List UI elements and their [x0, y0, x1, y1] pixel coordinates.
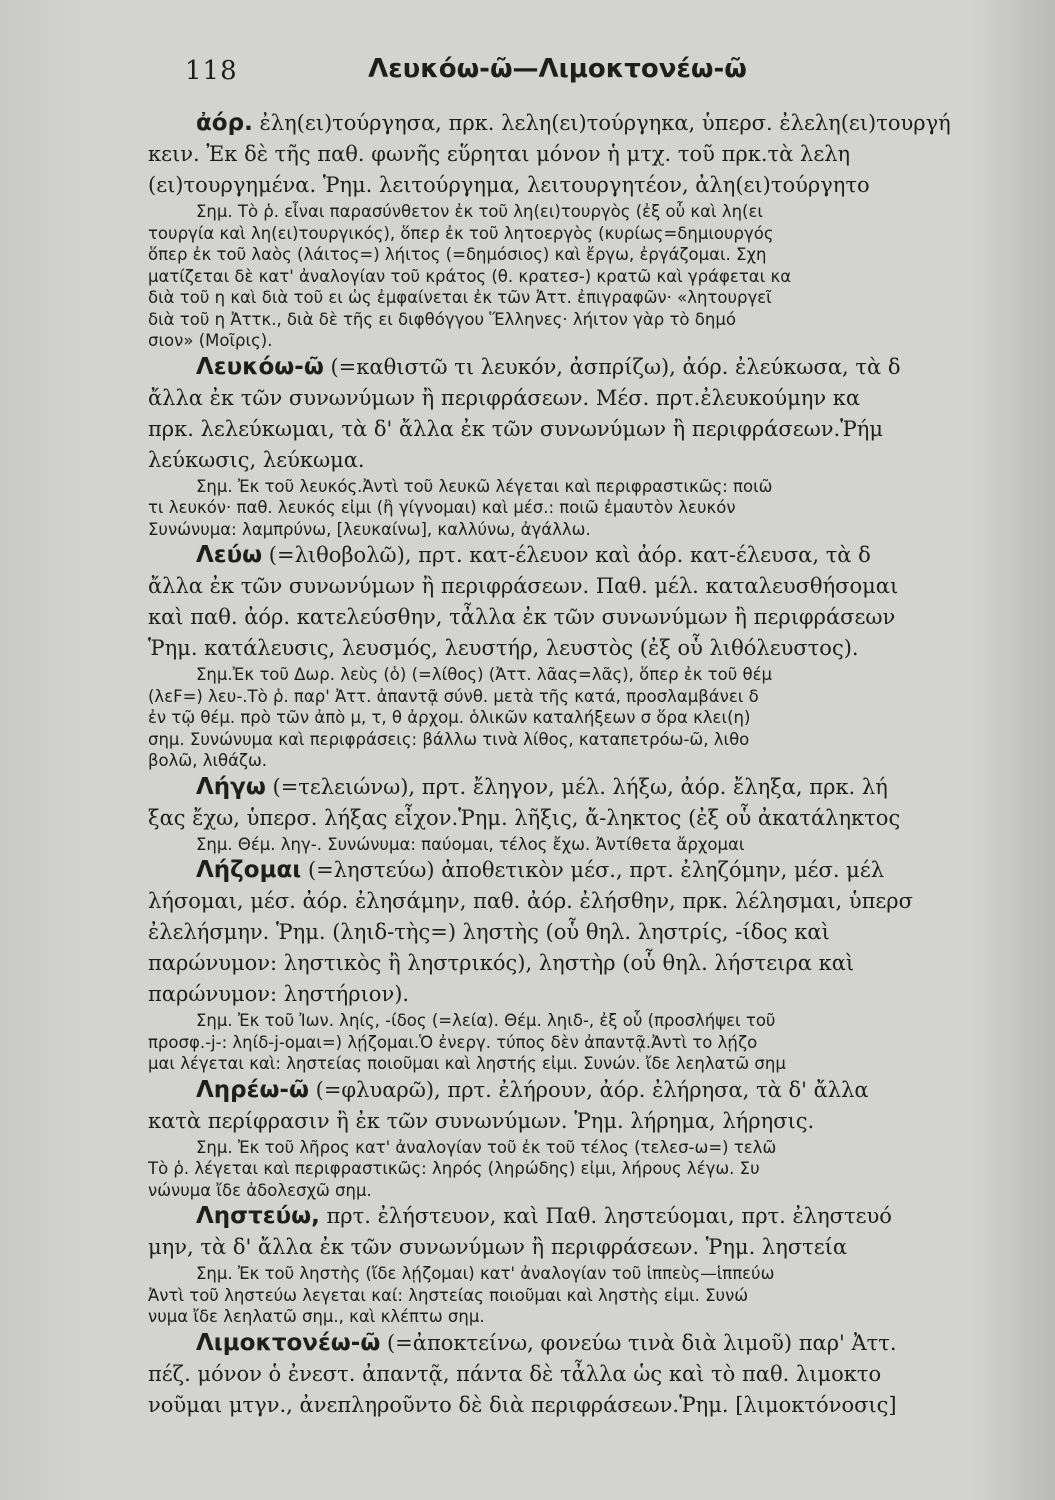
entry-line: νοῦμαι μτγν., ἀνεπληροῦντο δὲ διὰ περιφράσεων.Ῥημ. [λιμοκτόνοσις] — [148, 1392, 897, 1417]
headword: ἀόρ. — [196, 110, 253, 136]
note-line: ἐν τῷ θέμ. πρὸ τῶν ἀπὸ μ, τ, θ ἀρχομ. ὁλικῶν καταλήξεων σ ὅρα κλει(η) — [148, 708, 751, 727]
headword: Ληστεύω, — [196, 1203, 320, 1229]
note-line: σημ. Συνώνυμα καὶ περιφράσεις: βάλλω τινὰ λίθος, καταπετρόω-ῶ, λιθο — [148, 729, 750, 749]
note-block — [148, 1010, 1055, 1075]
entry-block — [148, 1328, 1055, 1421]
entry-line: ἄλλα ἐκ τῶν συνωνύμων ἢ περιφράσεων. Μέσ. πρτ.ἐλευκούμην κα — [148, 385, 861, 410]
note-block — [148, 1263, 1055, 1328]
note-line: Ἀντὶ τοῦ ληστεύω λεγεται καί: ληστείας ποιοῦμαι καὶ ληστὴς εἰμι. Συνώ — [148, 1285, 749, 1305]
headword: Λευκόω-ῶ — [196, 353, 324, 380]
entry-line: Ληρέω-ῶ (=φλυαρῶ), πρτ. ἐλήρουν, ἀόρ. ἐλήρησα, τὰ δ' ἄλλα — [196, 1076, 869, 1103]
note-line: Σημ. Ἐκ τοῦ Ἰων. ληίς, -ίδος (=λεία). Θέμ. ληιδ-, ἐξ οὗ (προσλήψει τοῦ — [196, 1011, 776, 1030]
entry-line: λεύκωσις, λεύκωμα. — [148, 447, 365, 472]
note-line: νυμα ἴδε λεηλατῶ σημ., καὶ κλέπτω σημ. — [148, 1307, 485, 1326]
note-line: Σημ. Θέμ. ληγ-. Συνώνυμα: παύομαι, τέλος ἔχω. Ἀντίθετα ἄρχομαι — [196, 834, 745, 854]
note-block — [148, 1137, 1055, 1202]
entry-line: Λεύω (=λιθοβολῶ), πρτ. κατ-έλευον καὶ ἀόρ. κατ-έλευσα, τὰ δ — [196, 542, 871, 568]
entry-line: Ῥημ. κατάλευσις, λευσμός, λευστήρ, λευστὸς (ἐξ οὗ λιθόλευστος). — [148, 636, 859, 660]
note-line: Σημ. Ἐκ τοῦ λῆρος κατ' ἀναλογίαν τοῦ ἐκ τοῦ τέλος (τελεσ-ω=) τελῶ — [196, 1137, 777, 1157]
note-block — [148, 201, 1055, 352]
entry-line: καὶ παθ. ἀόρ. κατελεύσθην, τἆλλα ἐκ τῶν συνωνύμων ἢ περιφράσεων — [148, 605, 896, 629]
entry-line: παρώνυμον: ληστικὸς ἢ ληστρικός), ληστὴρ (οὗ θηλ. λήστειρα καὶ — [148, 951, 855, 975]
note-line: νώνυμα ἴδε ἀδολεσχῶ σημ. — [148, 1180, 372, 1200]
entry-line: Λευκόω-ῶ (=καθιστῶ τι λευκόν, ἀσπρίζω), ἀόρ. ἐλεύκωσα, τὰ δ — [196, 353, 901, 380]
entry-block — [148, 352, 1055, 476]
note-line: Σημ.Ἐκ τοῦ Δωρ. λεὺς (ὁ) (=λίθος) (Ἀττ. λᾶας=λᾶς), ὅπερ ἐκ τοῦ θέμ — [196, 665, 773, 684]
headword: Ληρέω-ῶ — [196, 1076, 309, 1103]
entry-block — [148, 772, 1055, 834]
entry-block — [148, 540, 1055, 664]
entry-block — [148, 1075, 1055, 1137]
note-line: διὰ τοῦ η καὶ διὰ τοῦ ει ὡς ἐμφαίνεται ἐκ τῶν Ἀττ. ἐπιγραφῶν· «λητουργεῖ — [148, 288, 772, 307]
page-number: 118 — [185, 56, 238, 86]
note-line: Τὸ ῥ. λέγεται καὶ περιφραστικῶς: ληρός (ληρώδης) εἰμι, λήρους λέγω. Συ — [148, 1159, 760, 1178]
note-line: βολῶ, λιθάζω. — [148, 751, 268, 770]
entry-line: κατὰ περίφρασιν ἢ ἐκ τῶν συνωνύμων. Ῥημ. λήρημα, λήρησις. — [148, 1108, 815, 1133]
headword: Λιμοκτονέω-ῶ — [196, 1329, 381, 1356]
entry-line: ἐλελήσμην. Ῥημ. (ληιδ-τὴς=) ληστὴς (οὗ θηλ. ληστρίς, -ίδος καὶ — [148, 920, 830, 944]
headword: Λήζομαι — [196, 857, 302, 883]
note-line: τι λευκόν· παθ. λευκός εἰμι (ἢ γίγνομαι) καὶ μέσ.: ποιῶ ἐμαυτὸν λευκόν — [148, 498, 736, 517]
entry-line: ἀόρ. ἐλη(ει)τούργησα, πρκ. λελη(ει)τούργηκα, ὑπερσ. ἐλελη(ει)τουργή — [196, 110, 951, 136]
note-line: Συνώνυμα: λαμπρύνω, [λευκαίνω], καλλύνω, ἀγάλλω. — [148, 519, 591, 539]
headword: Λήγω — [196, 773, 266, 800]
dictionary-text — [148, 108, 1055, 1488]
note-block — [148, 834, 1055, 856]
note-line: τουργία καὶ λη(ει)τουργικός), ὅπερ ἐκ τοῦ λητοεργὸς (κυρίως=δημιουργός — [148, 223, 774, 243]
headword: Λεύω — [196, 542, 263, 568]
entry-line: (ει)τουργημένα. Ῥημ. λειτούργημα, λειτουργητέον, ἀλη(ει)τούργητο — [148, 173, 870, 197]
note-line: προσφ.-j-: ληίδ-j-ομαι=) λῄζομαι.Ὁ ἐνεργ. τύπος δὲν ἀπαντᾷ.Ἀντὶ το λῄζο — [148, 1032, 758, 1052]
note-line: Σημ. Ἐκ τοῦ λευκός.Ἀντὶ τοῦ λευκῶ λέγεται καὶ περιφραστικῶς: ποιῶ — [196, 476, 773, 496]
note-line: Σημ. Τὸ ῥ. εἶναι παρασύνθετον ἐκ τοῦ λη(ει)τουργὸς (ἐξ οὗ καὶ λη(ει — [196, 202, 763, 221]
entry-line: πέζ. μόνον ὁ ἐνεστ. ἀπαντᾷ, πάντα δὲ τἆλλα ὡς καὶ τὸ παθ. λιμοκτο — [148, 1361, 882, 1386]
note-block — [148, 476, 1055, 541]
entry-line: ξας ἔχω, ὑπερσ. λήξας εἶχον.Ῥημ. λῆξις, ἄ-ληκτος (ἐξ οὗ ἀκατάληκτος — [148, 805, 901, 830]
note-line: (λεF=) λευ-.Τὸ ῥ. παρ' Ἀττ. ἀπαντᾷ σύνθ. μετὰ τῆς κατά, προσλαμβάνει δ — [148, 686, 759, 706]
entry-line: Λήγω (=τελειώνω), πρτ. ἔληγον, μέλ. λήξω, ἀόρ. ἔληξα, πρκ. λή — [196, 773, 888, 800]
entry-block — [148, 855, 1055, 1010]
note-line: Σημ. Ἐκ τοῦ ληστὴς (ἴδε λῄζομαι) κατ' ἀναλογίαν τοῦ ἱππεὺς—ἱππεύω — [196, 1264, 775, 1283]
running-head: Λευκόω-ῶ—Λιμοκτονέω-ῶ — [368, 54, 747, 84]
note-line: σιον» (Μοῖρις). — [148, 331, 273, 350]
note-line: διὰ τοῦ η Ἀττκ., διὰ δὲ τῆς ει διφθόγγου Ἕλληνες· λήιτον γὰρ τὸ δημό — [148, 309, 736, 329]
note-block — [148, 664, 1055, 772]
entry-line: Ληστεύω, πρτ. ἐλήστευον, καὶ Παθ. ληστεύομαι, πρτ. ἐληστευό — [196, 1203, 892, 1229]
entry-block — [148, 108, 1055, 201]
note-line: ματίζεται δὲ κατ' ἀναλογίαν τοῦ κράτος (θ. κρατεσ-) κρατῶ καὶ γράφεται κα — [148, 266, 792, 286]
page-header — [0, 50, 1055, 90]
entry-line: ἄλλα ἐκ τῶν συνωνύμων ἢ περιφράσεων. Παθ. μέλ. καταλευσθήσομαι — [148, 574, 899, 598]
entry-line: παρώνυμον: ληστήριον). — [148, 982, 410, 1006]
entry-line: κειν. Ἐκ δὲ τῆς παθ. φωνῆς εὕρηται μόνον ἡ μτχ. τοῦ πρκ.τὰ λελη — [148, 142, 851, 166]
entry-line: λήσομαι, μέσ. ἀόρ. ἐλησάμην, παθ. ἀόρ. ἐλήσθην, πρκ. λέλησμαι, ὑπερσ — [148, 889, 913, 913]
entry-line: Λήζομαι (=ληστεύω) ἀποθετικὸν μέσ., πρτ. ἐληζόμην, μέσ. μέλ — [196, 857, 885, 883]
note-line: μαι λέγεται καὶ: ληστείας ποιοῦμαι καὶ ληστής εἰμι. Συνών. ἴδε λεηλατῶ σημ — [148, 1054, 786, 1073]
note-line: ὅπερ ἐκ τοῦ λαὸς (λάιτος=) λήιτος (=δημόσιος) καὶ ἔργω, ἐργάζομαι. Σχη — [148, 245, 767, 264]
entry-block — [148, 1201, 1055, 1263]
entry-line: πρκ. λελεύκωμαι, τὰ δ' ἄλλα ἐκ τῶν συνωνύμων ἢ περιφράσεων.Ῥήμ — [148, 416, 883, 441]
entry-line: μην, τὰ δ' ἄλλα ἐκ τῶν συνωνύμων ἢ περιφράσεων. Ῥημ. ληστεία — [148, 1235, 848, 1259]
entry-line: Λιμοκτονέω-ῶ (=ἀποκτείνω, φονεύω τινὰ διὰ λιμοῦ) παρ' Ἀττ. — [196, 1329, 897, 1356]
